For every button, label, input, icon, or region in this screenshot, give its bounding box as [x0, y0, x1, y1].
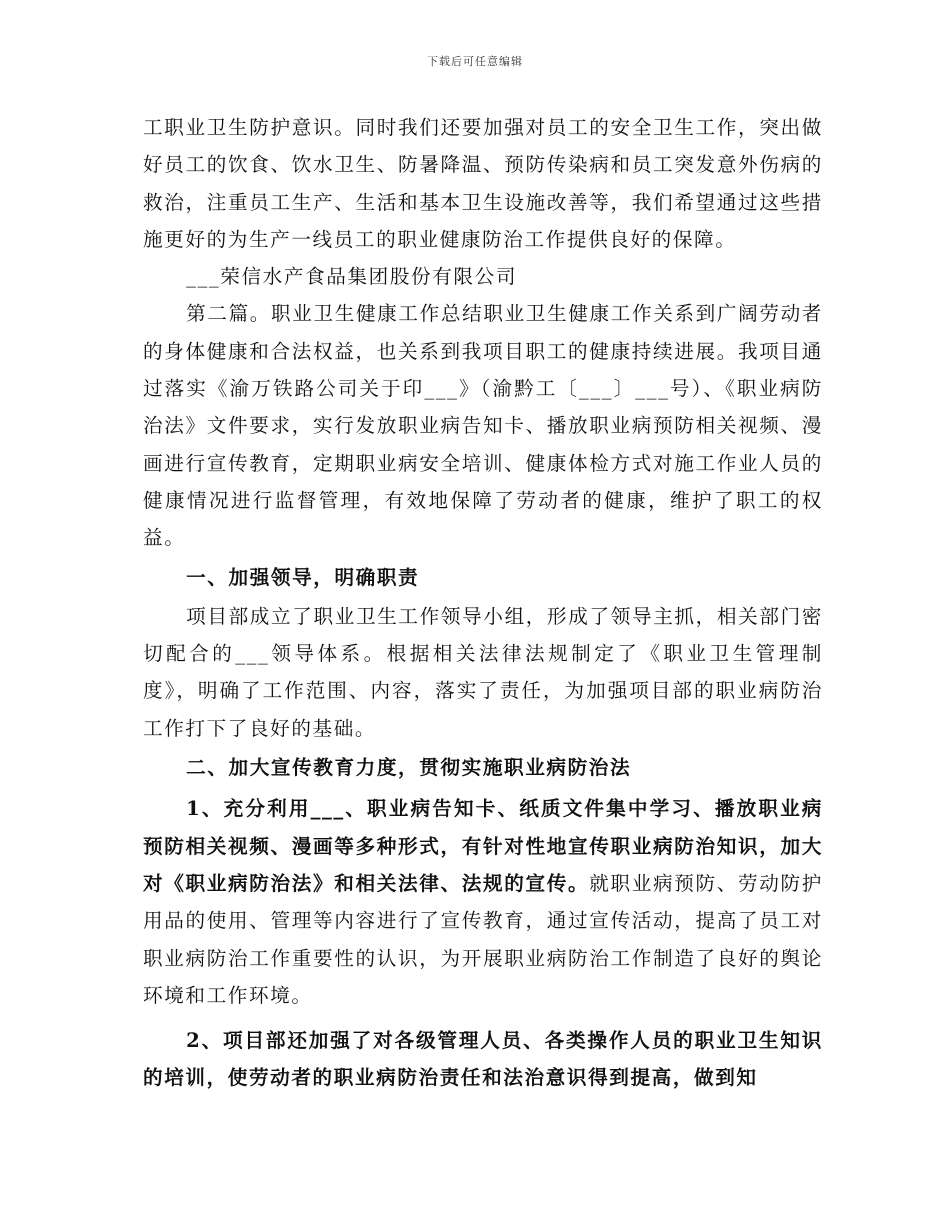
section-heading-leadership: 一、加强领导，明确职责	[186, 565, 420, 589]
paragraph-leadership: 项目部成立了职业卫生工作领导小组，形成了领导主抓，相关部门密切配合的___领导体系。根据相关法律法规制定了《职业卫生管理制度》，明确了工作范围、内容，落实了责任，为加强项目部的职业病防治工作打下了良好的基础。	[143, 604, 823, 740]
paragraph-publicity-item-1-rest: 就职业病预防、劳动防护用品的使用、管理等内容进行了宣传教育，通过宣传活动，提高了员工对职业病防治工作重要性的认识，为开展职业病防治工作制造了良好的舆论环境和工作环境。	[143, 871, 823, 1007]
page-header: 下载后可任意编辑	[427, 55, 523, 68]
paragraph-publicity-item-1	[143, 790, 823, 1014]
paragraph-publicity-item-1-bold: 1、充分利用___、职业病告知卡、纸质文件集中学习、播放职业病预防相关视频、漫画等多种形式，有针对性地宣传职业病防治知识，加大对《职业病防治法》和相关法律、法规的宣传。	[143, 797, 823, 895]
section-heading-publicity: 二、加大宣传教育力度，贯彻实施职业病防治法	[186, 756, 632, 780]
paragraph-second-article: 第二篇。职业卫生健康工作总结职业卫生健康工作关系到广阔劳动者的身体健康和合法权益，也关系到我项目职工的健康持续进展。我项目通过落实《渝万铁路公司关于印___》（渝黔工〔___〕___号）、《职业病防治法》文件要求，实行发放职业病告知卡、播放职业病预防相关视频、漫画进行宣传教育，定期职业病安全培训、健康体检方式对施工作业人员的健康情况进行监督管理，有效地保障了劳动者的健康，维护了职工的权益。	[143, 302, 823, 550]
company-signature: ___荣信水产食品集团股份有限公司	[186, 265, 518, 289]
paragraph-protection-awareness: 工职业卫生防护意识。同时我们还要加强对员工的安全卫生工作，突出做好员工的饮食、饮水卫生、防暑降温、预防传染病和员工突发意外伤病的救治，注重员工生产、生活和基本卫生设施改善等，我们希望通过这些措施更好的为生产一线员工的职业健康防治工作提供良好的保障。	[143, 116, 823, 251]
document-body	[143, 109, 823, 1097]
paragraph-training-item-2: 2、项目部还加强了对各级管理人员、各类操作人员的职业卫生知识的培训，使劳动者的职业病防治责任和法治意识得到提高，做到知	[143, 1029, 823, 1090]
